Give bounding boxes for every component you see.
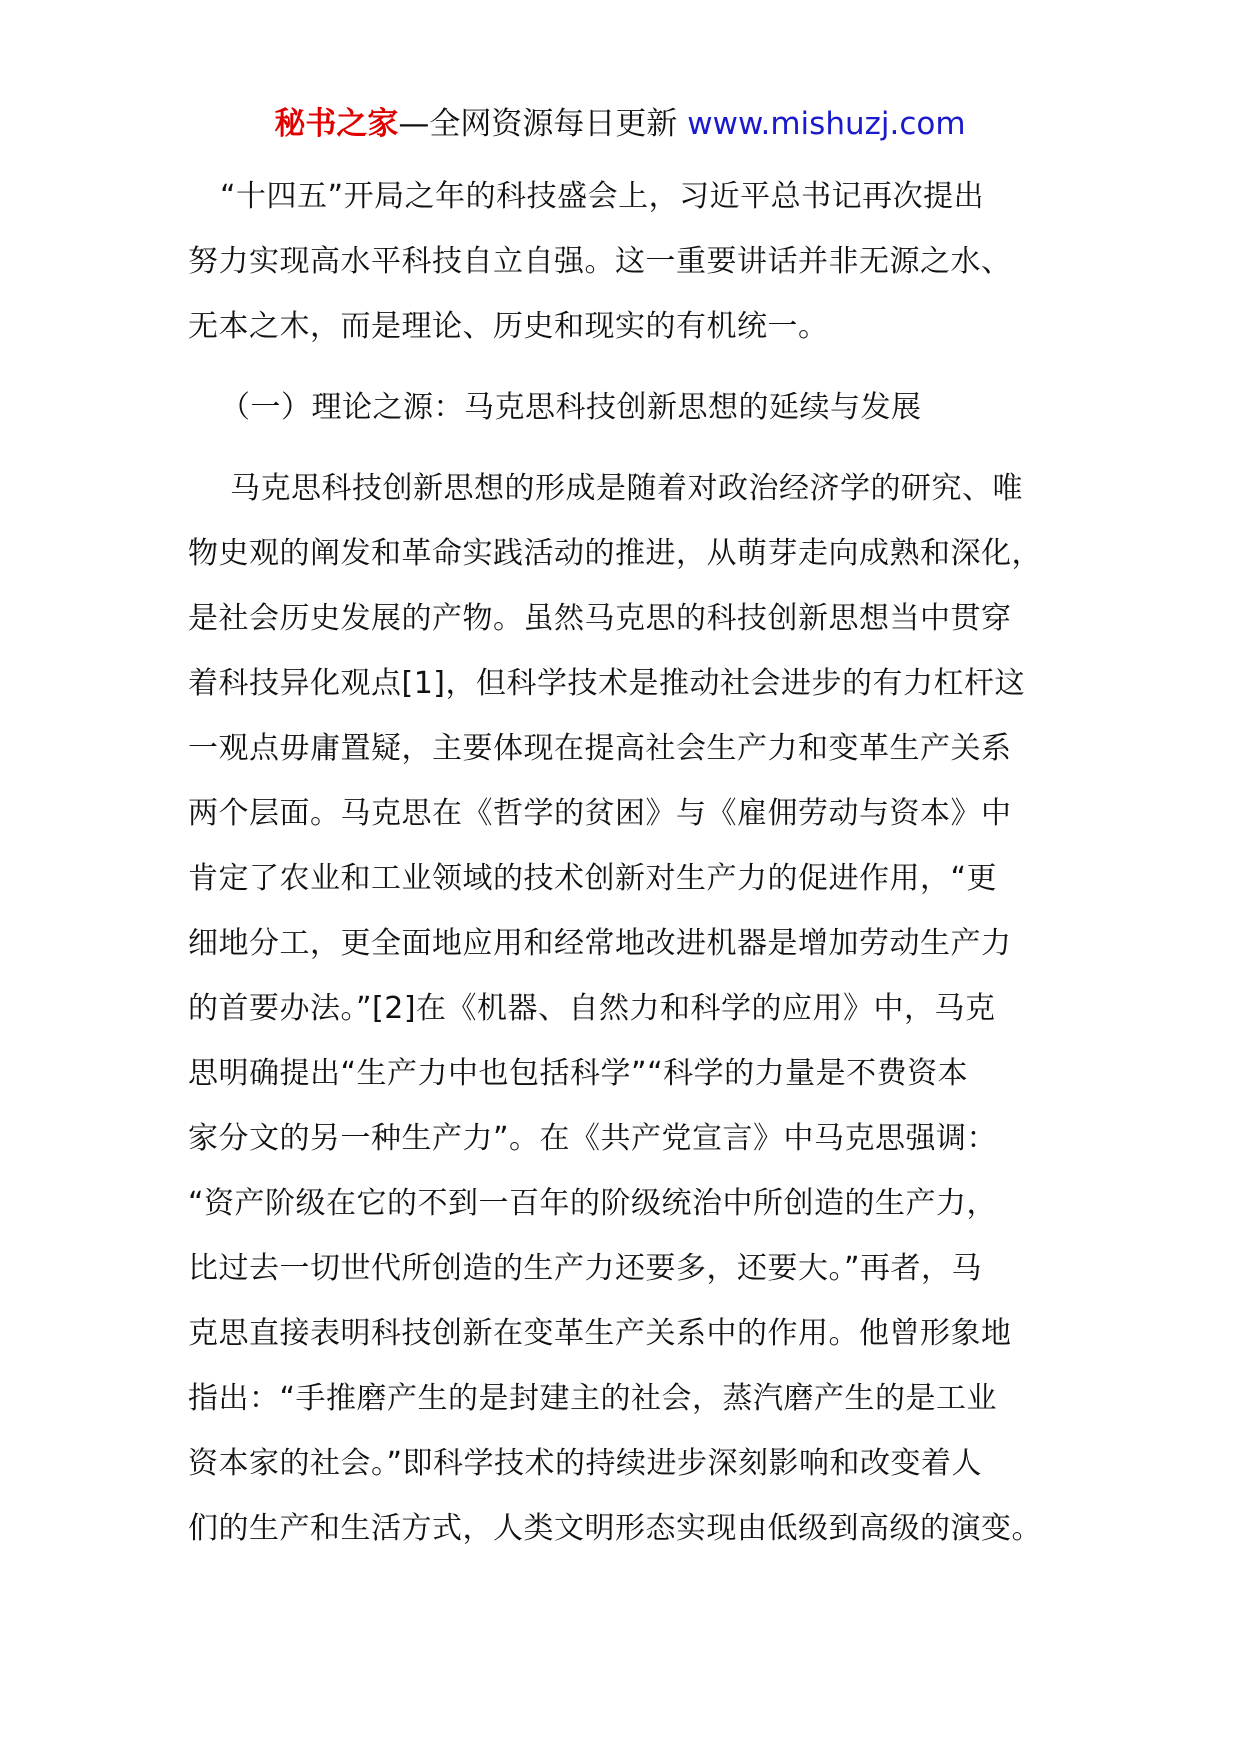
paragraph-line: 家分文的另一种生产力”。在《共产党宣言》中马克思强调： bbox=[188, 1121, 998, 1156]
section-heading-text: （一）理论之源：马克思科技创新思想的延续与发展 bbox=[220, 390, 922, 425]
section-heading bbox=[188, 375, 1058, 440]
paragraph-line: “十四五”开局之年的科技盛会上，习近平总书记再次提出 bbox=[220, 179, 985, 214]
site-header bbox=[0, 100, 1240, 148]
paragraph-line: “资产阶级在它的不到一百年的阶级统治中所创造的生产力， bbox=[188, 1186, 998, 1221]
paragraph-line: 两个层面。马克思在《哲学的贫困》与《雇佣劳动与资本》中 bbox=[188, 796, 1012, 831]
paragraph-line: 马克思科技创新思想的形成是随着对政治经济学的研究、唯 bbox=[230, 471, 1023, 506]
paragraph-line: 资本家的社会。”即科学技术的持续进步深刻影响和改变着人 bbox=[188, 1446, 983, 1481]
paragraph-theory bbox=[188, 456, 1058, 1561]
paragraph-line: 比过去一切世代所创造的生产力还要多，还要大。”再者，马 bbox=[188, 1251, 983, 1286]
paragraph-intro bbox=[188, 164, 1058, 359]
site-url-link[interactable]: www.mishuzj.com bbox=[687, 106, 966, 142]
paragraph-line: 的首要办法。”[2]在《机器、自然力和科学的应用》中，马克 bbox=[188, 991, 996, 1026]
site-tagline: —全网资源每日更新 bbox=[398, 106, 678, 142]
paragraph-line: 着科技异化观点[1]，但科学技术是推动社会进步的有力杠杆这 bbox=[188, 666, 1025, 701]
paragraph-line: 思明确提出“生产力中也包括科学”“科学的力量是不费资本 bbox=[188, 1056, 969, 1091]
paragraph-line: 指出：“手推磨产生的是封建主的社会，蒸汽磨产生的是工业 bbox=[188, 1381, 998, 1416]
paragraph-line: 一观点毋庸置疑，主要体现在提高社会生产力和变革生产关系 bbox=[188, 731, 1012, 766]
paragraph-line: 肯定了农业和工业领域的技术创新对生产力的促进作用，“更 bbox=[188, 861, 998, 896]
paragraph-line: 细地分工，更全面地应用和经常地改进机器是增加劳动生产力 bbox=[188, 926, 1012, 961]
site-brand: 秘书之家 bbox=[274, 106, 399, 142]
paragraph-line: 努力实现高水平科技自立自强。这一重要讲话并非无源之水、 bbox=[188, 244, 1012, 279]
paragraph-line: 无本之木，而是理论、历史和现实的有机统一。 bbox=[188, 309, 829, 344]
document-body bbox=[188, 164, 1058, 1561]
paragraph-line: 克思直接表明科技创新在变革生产关系中的作用。他曾形象地 bbox=[188, 1316, 1012, 1351]
paragraph-line: 物史观的阐发和革命实践活动的推进，从萌芽走向成熟和深化， bbox=[188, 536, 1042, 571]
paragraph-line: 们的生产和生活方式，人类文明形态实现由低级到高级的演变。 bbox=[188, 1511, 1042, 1546]
paragraph-line: 是社会历史发展的产物。虽然马克思的科技创新思想当中贯穿 bbox=[188, 601, 1012, 636]
